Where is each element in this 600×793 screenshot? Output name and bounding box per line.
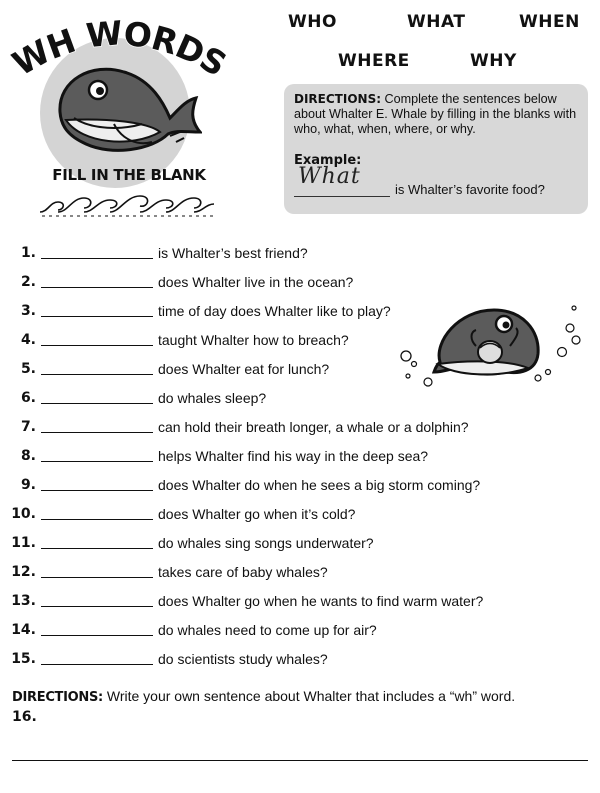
wave-decoration	[38, 190, 218, 218]
question-text: can hold their breath longer, a whale or a dolphin?	[158, 419, 469, 435]
question-number: 8.	[20, 448, 36, 464]
question-text: do whales sleep?	[158, 390, 267, 406]
svg-text:WH WORDS: WH WORDS	[5, 13, 233, 84]
wh-word-when: WHEN	[519, 12, 580, 32]
wh-word-who: WHO	[288, 12, 337, 32]
question-number: 4.	[20, 332, 36, 348]
question-number: 3.	[20, 303, 36, 319]
question-text: is Whalter’s best friend?	[158, 245, 308, 261]
answer-blank[interactable]	[41, 316, 153, 317]
answer-blank[interactable]	[41, 287, 153, 288]
example-blank	[294, 164, 390, 197]
answer-blank[interactable]	[41, 490, 153, 491]
question-text: do scientists study whales?	[158, 651, 328, 667]
question-text: taught Whalter how to breach?	[158, 332, 349, 348]
answer-blank[interactable]	[41, 432, 153, 433]
question-text: do whales need to come up for air?	[158, 622, 377, 638]
answer-blank[interactable]	[41, 548, 153, 549]
fill-in-the-blank-title: FILL IN THE BLANK	[52, 166, 206, 184]
answer-blank[interactable]	[41, 635, 153, 636]
answer-blank[interactable]	[41, 606, 153, 607]
question-number: 10.	[11, 506, 36, 522]
answer-blank[interactable]	[41, 345, 153, 346]
question-text: does Whalter live in the ocean?	[158, 274, 354, 290]
wh-word-why: WHY	[470, 51, 517, 71]
whale-with-bubbles-illustration	[398, 302, 584, 388]
question-number: 7.	[20, 419, 36, 435]
question-text: do whales sing songs underwater?	[158, 535, 374, 551]
answer-blank[interactable]	[41, 664, 153, 665]
directions-box	[284, 84, 588, 214]
question-number: 14.	[11, 622, 36, 638]
example-answer: What	[298, 164, 361, 189]
whale-illustration	[52, 60, 202, 164]
answer-blank[interactable]	[41, 403, 153, 404]
directions-label: DIRECTIONS:	[294, 92, 382, 106]
question-text: does Whalter go when he wants to find warm water?	[158, 593, 484, 609]
question-number: 5.	[20, 361, 36, 377]
bottom-directions-text: Write your own sentence about Whalter that includes a “wh” word.	[102, 688, 516, 704]
wh-word-where: WHERE	[338, 51, 410, 71]
question-16-number: 16.	[12, 709, 37, 725]
example-label: Example:	[294, 153, 362, 168]
question-number: 13.	[11, 593, 36, 609]
question-number: 9.	[20, 477, 36, 493]
bottom-directions-label: DIRECTIONS:	[12, 690, 103, 705]
wh-word-what: WHAT	[407, 12, 466, 32]
question-number: 15.	[11, 651, 36, 667]
directions-text: Complete the sentences below about Whalter E. Whale by filling in the blanks with who, what, when, where, or why.	[294, 92, 577, 136]
question-text: helps Whalter find his way in the deep sea?	[158, 448, 429, 464]
question-number: 1.	[20, 245, 36, 261]
question-text: does Whalter go when it’s cold?	[158, 506, 356, 522]
example-sentence: is Whalter’s favorite food?	[395, 182, 545, 197]
question-number: 12.	[11, 564, 36, 580]
question-number: 6.	[20, 390, 36, 406]
question-text: does Whalter do when he sees a big storm coming?	[158, 477, 481, 493]
answer-blank[interactable]	[41, 258, 153, 259]
question-text: does Whalter eat for lunch?	[158, 361, 330, 377]
question-number: 2.	[20, 274, 36, 290]
bottom-directions	[12, 688, 515, 705]
answer-blank[interactable]	[41, 461, 153, 462]
answer-blank[interactable]	[41, 374, 153, 375]
answer-blank[interactable]	[41, 519, 153, 520]
answer-blank[interactable]	[41, 577, 153, 578]
question-text: time of day does Whalter like to play?	[158, 303, 391, 319]
sentence-writing-line[interactable]	[12, 760, 588, 761]
question-text: takes care of baby whales?	[158, 564, 328, 580]
question-number: 11.	[11, 535, 36, 551]
